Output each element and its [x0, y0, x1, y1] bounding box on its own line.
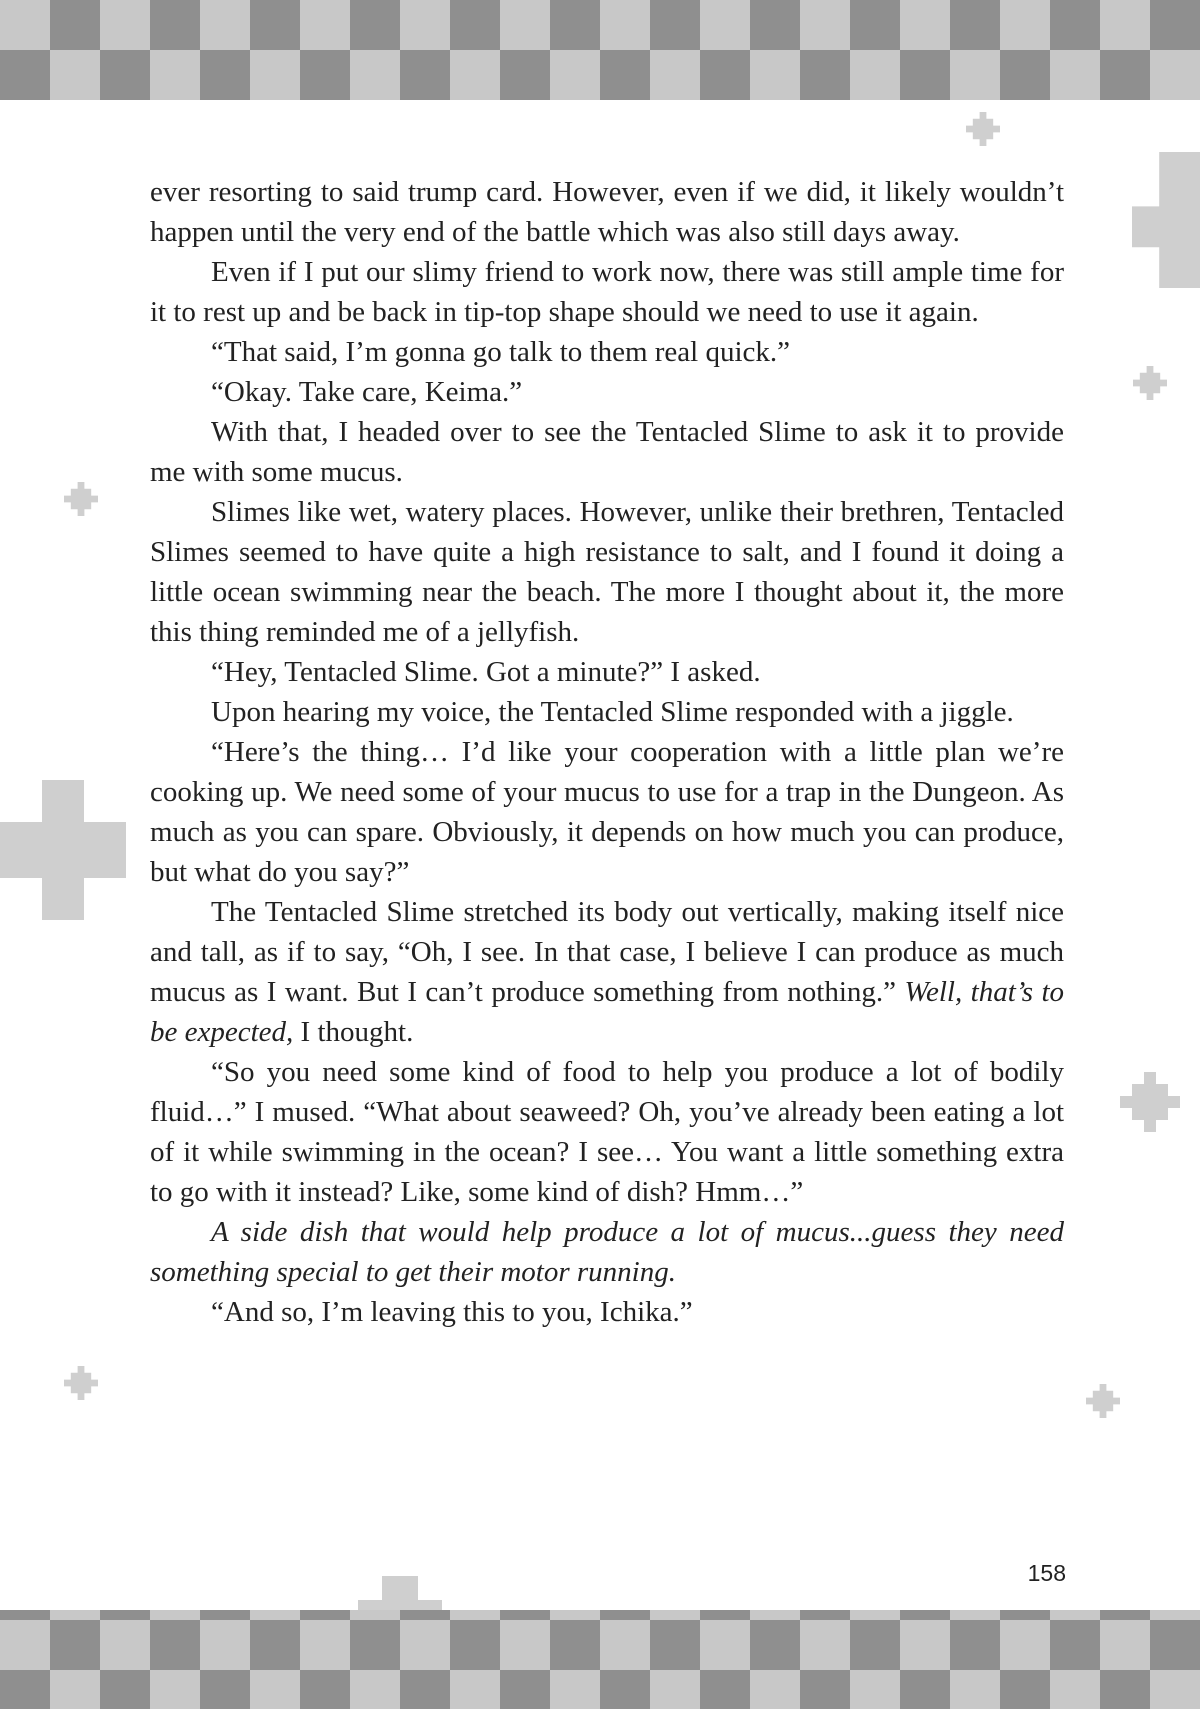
page-number: 158	[1027, 1560, 1066, 1586]
paragraph	[150, 732, 1064, 892]
paragraph	[150, 412, 1064, 492]
paragraph	[150, 652, 1064, 692]
paragraph-text: I thought.	[300, 1016, 414, 1048]
pixel-sparkle-icon	[1132, 150, 1200, 290]
pixel-sparkle-icon	[64, 482, 98, 516]
paragraph-text: “Okay. Take care, Keima.”	[211, 376, 523, 408]
paragraph-text: “That said, I’m gonna go talk to them real quick.”	[211, 336, 791, 368]
paragraph	[150, 892, 1064, 1052]
pixel-sparkle-icon	[0, 780, 126, 920]
paragraph	[150, 332, 1064, 372]
paragraph	[150, 172, 1064, 252]
paragraph-text: “And so, I’m leaving this to you, Ichika.”	[211, 1296, 693, 1328]
paragraph-text: The Tentacled Slime stretched its body out vertically, making itself nice and tall, as if to say, “Oh, I see. In that case, I believe I can produce as much mucus as I want. But I can’t produce something from nothing.”	[150, 896, 1064, 1008]
paragraph-text: “Hey, Tentacled Slime. Got a minute?” I asked.	[211, 656, 761, 688]
paragraph-text: Upon hearing my voice, the Tentacled Slime responded with a jiggle.	[211, 696, 1014, 728]
italic-text: A side dish that would help produce a lot of mucus...guess they need something special to get their motor running.	[150, 1216, 1064, 1288]
page-body-text	[150, 172, 1064, 1332]
paragraph	[150, 1052, 1064, 1212]
top-checker-border	[0, 0, 1200, 100]
pixel-sparkle-icon	[1120, 1072, 1180, 1132]
paragraph-text: “Here’s the thing… I’d like your cooperation with a little plan we’re cooking up. We need some of your mucus to use for a trap in the Dungeon. As much as you can spare. Obviously, it depends on how much you can produce, but what do you say?”	[150, 736, 1064, 888]
paragraph-text: Even if I put our slimy friend to work now, there was still ample time for it to rest up and be back in tip-top shape should we need to use it again.	[150, 256, 1064, 328]
paragraph-text: ever resorting to said trump card. However, even if we did, it likely wouldn’t happen until the very end of the battle which was also still days away.	[150, 176, 1064, 248]
italic-text: Well, that’s to be expected,	[150, 976, 1065, 1048]
pixel-sparkle-icon	[966, 112, 1000, 146]
paragraph-text: Slimes like wet, watery places. However, unlike their brethren, Tentacled Slimes seemed to have quite a high resistance to salt, and I found it doing a little ocean swimming near the beach. The more I thought about it, the more this thing reminded me of a jellyfish.	[150, 496, 1064, 648]
paragraph	[150, 252, 1064, 332]
paragraph-text: With that, I headed over to see the Tentacled Slime to ask it to provide me with some mucus.	[150, 416, 1064, 488]
paragraph	[150, 1292, 1064, 1332]
paragraph	[150, 1212, 1064, 1292]
paragraph	[150, 492, 1064, 652]
pixel-sparkle-icon	[1086, 1384, 1120, 1418]
paragraph-text: “So you need some kind of food to help you produce a lot of bodily fluid…” I mused. “What about seaweed? Oh, you’ve already been eating a lot of it while swimming in the ocean? I see… You want a little something extra to go with it instead? Like, some kind of dish? Hmm…”	[150, 1056, 1064, 1208]
paragraph	[150, 692, 1064, 732]
bottom-checker-border	[0, 1610, 1200, 1709]
pixel-sparkle-icon	[64, 1366, 98, 1400]
pixel-sparkle-icon	[1133, 366, 1167, 400]
paragraph	[150, 372, 1064, 412]
